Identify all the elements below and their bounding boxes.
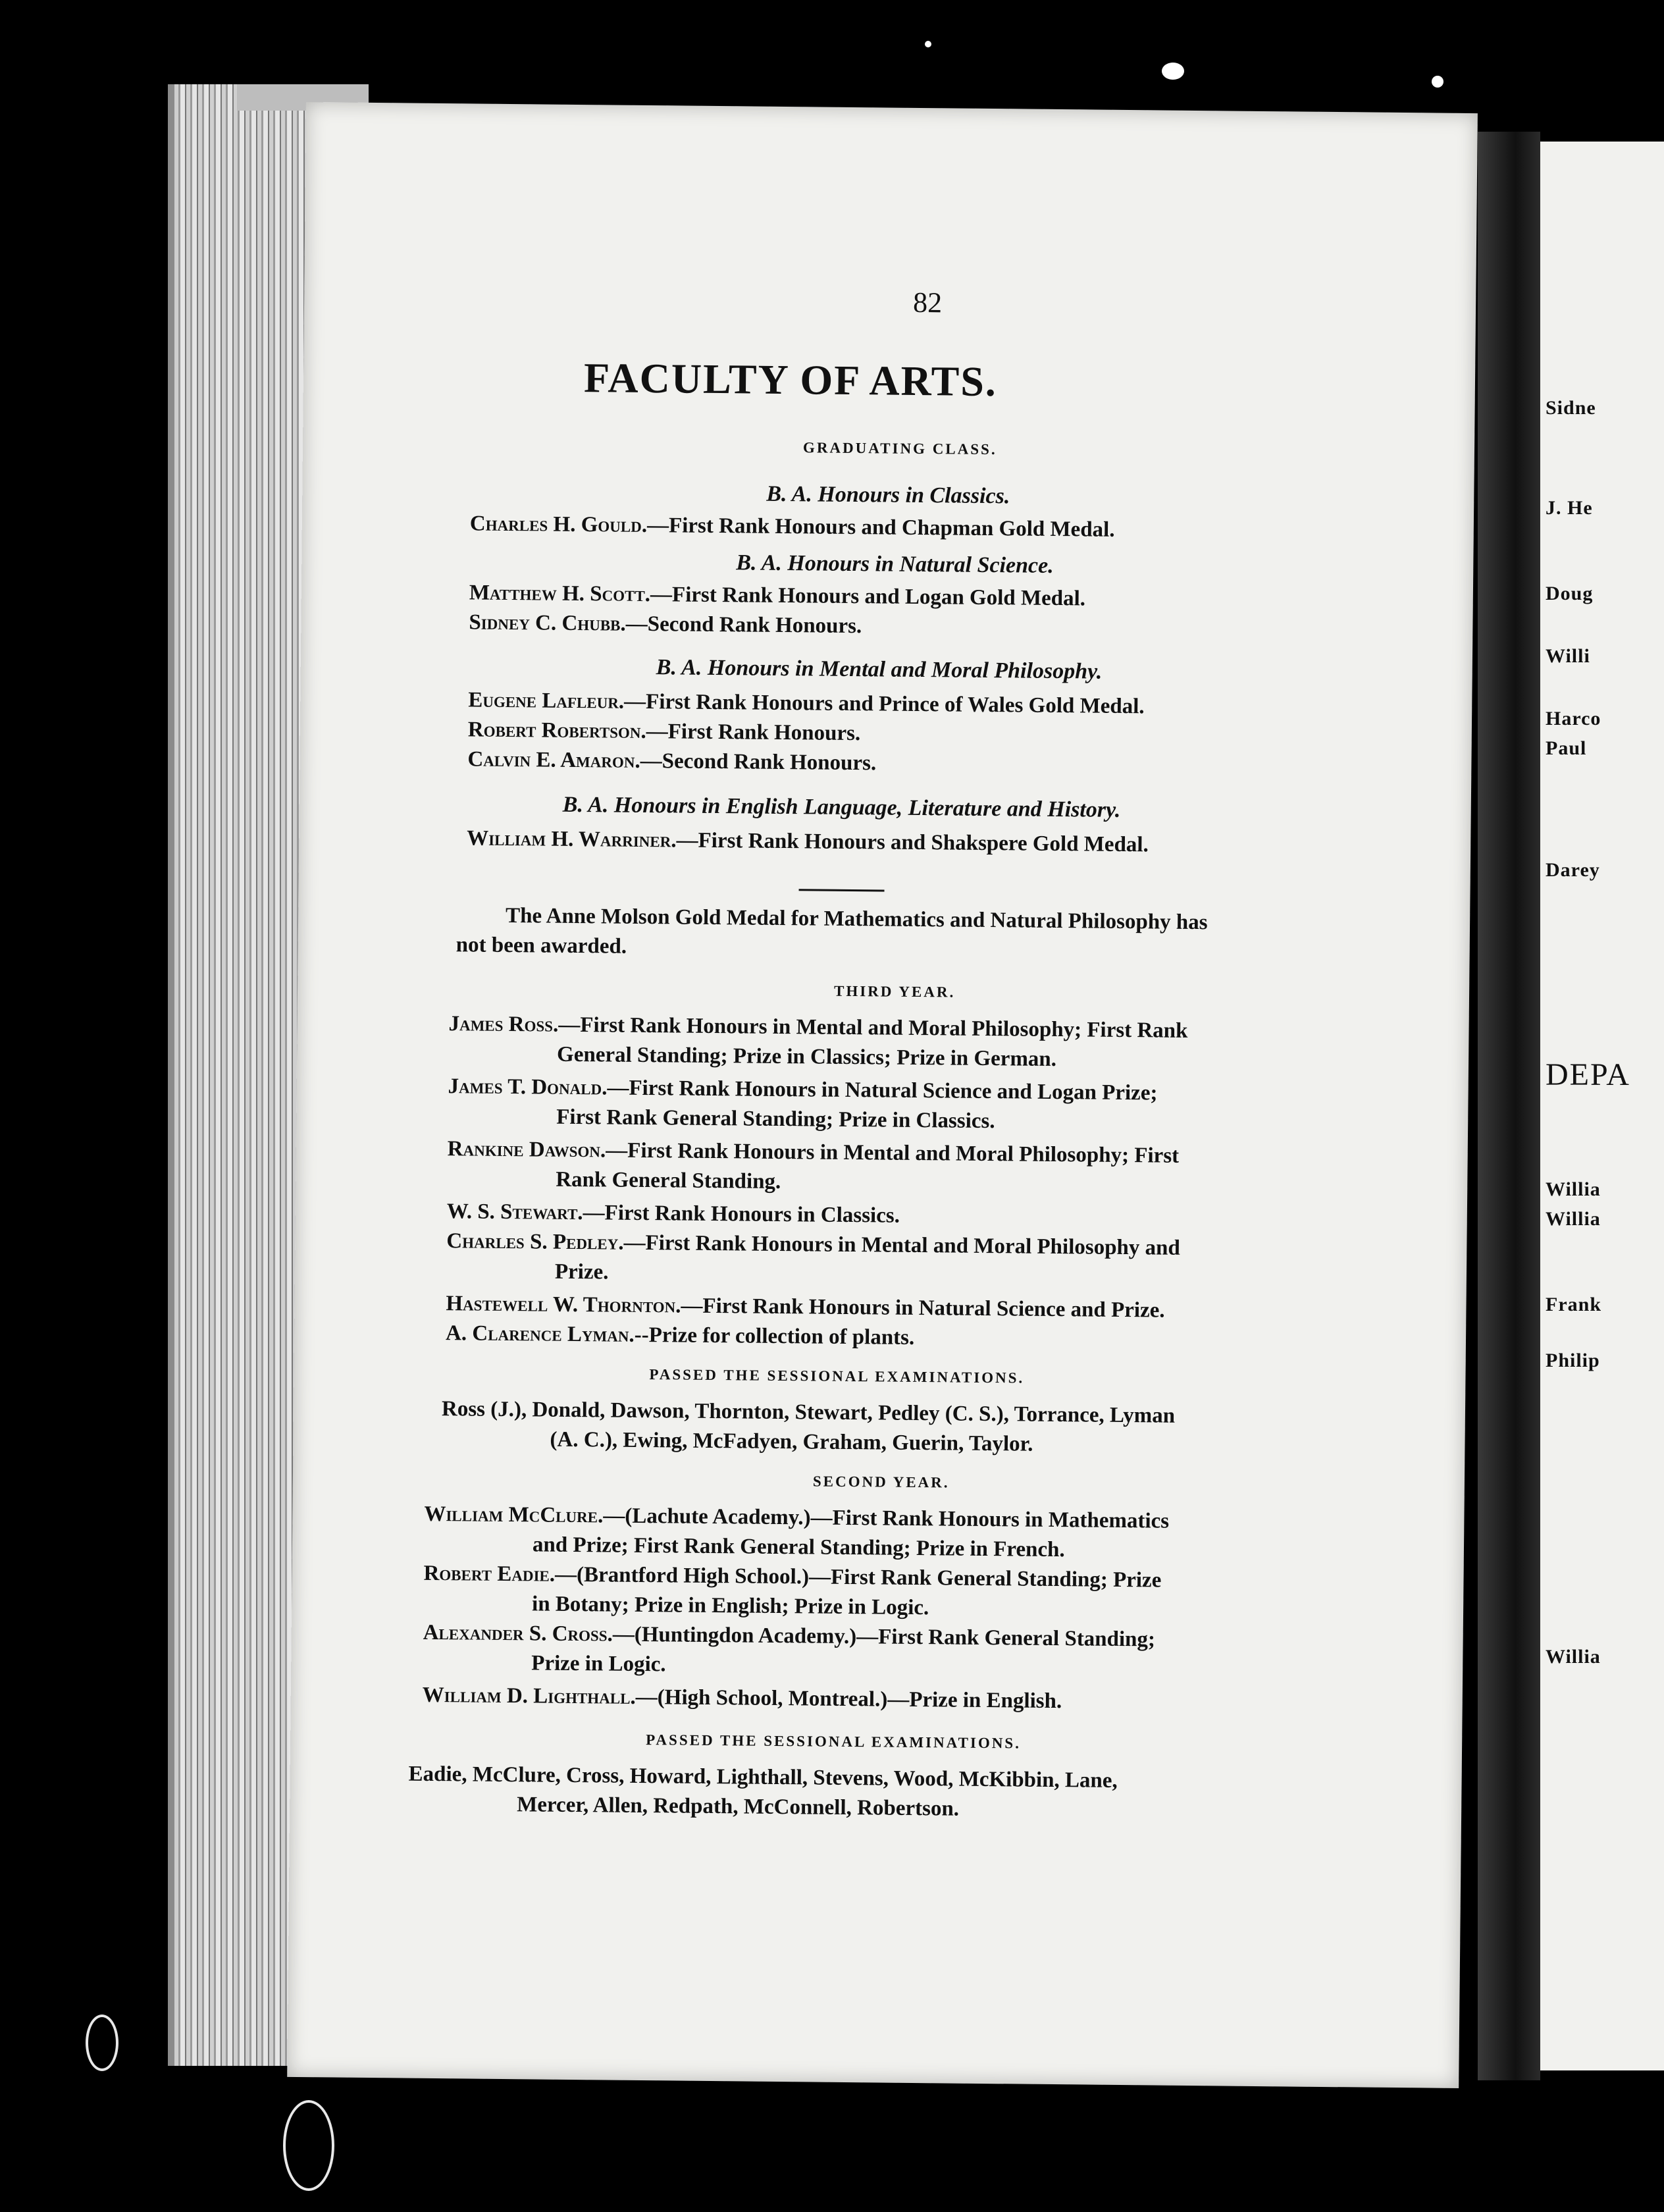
award-text: —Second Rank Honours. <box>625 612 862 639</box>
entry-natsci-1 <box>469 581 1086 611</box>
page-title: FACULTY OF ARTS. <box>583 354 998 406</box>
student-name: Calvin E. Amaron. <box>467 747 640 773</box>
subheading-classics: B. A. Honours in Classics. <box>766 481 1010 509</box>
facing-line: J. He <box>1546 497 1593 519</box>
entry-second-3 <box>423 1621 1156 1652</box>
entry-third-6 <box>446 1292 1164 1323</box>
student-name: Matthew H. Scott. <box>469 581 651 607</box>
entry-second-2-cont: in Botany; Prize in English; Prize in Logic. <box>531 1592 929 1620</box>
passed-third-line2: (A. C.), Ewing, McFadyen, Graham, Guerin, Taylor. <box>550 1427 1033 1456</box>
award-text: —Second Rank Honours. <box>640 749 877 776</box>
award-text: —First Rank Honours and Prince of Wales Gold Medal. <box>623 689 1145 719</box>
section-heading-second-year: SECOND YEAR. <box>812 1473 950 1491</box>
film-speck <box>925 41 931 47</box>
page-number: 82 <box>912 286 943 319</box>
facing-line: Frank <box>1546 1294 1602 1315</box>
facing-line: Willia <box>1546 1208 1601 1230</box>
facing-line: Philip <box>1546 1350 1600 1371</box>
award-text: —(Lachute Academy.)—First Rank Honours in Mathematics <box>603 1504 1170 1533</box>
entry-third-3-cont: Rank General Standing. <box>556 1167 781 1194</box>
award-text: —(High School, Montreal.)—Prize in English. <box>635 1685 1062 1714</box>
award-text: —First Rank Honours and Chapman Gold Medal. <box>646 514 1115 542</box>
entry-second-1-cont: and Prize; First Rank General Standing; Prize in French. <box>532 1533 1065 1562</box>
student-name: William H. Warriner. <box>467 826 677 853</box>
film-scratch <box>86 2014 118 2071</box>
award-text: —(Huntingdon Academy.)—First Rank General Standing; <box>612 1622 1156 1652</box>
student-name: James T. Donald. <box>448 1074 608 1100</box>
entry-third-1 <box>448 1012 1187 1043</box>
award-text: —First Rank Honours and Logan Gold Medal. <box>650 583 1086 611</box>
student-name: Rankine Dawson. <box>447 1137 606 1163</box>
award-text: —First Rank Honours in Classics. <box>583 1201 900 1228</box>
student-name: Charles H. Gould. <box>469 512 648 538</box>
student-name: Robert Robertson. <box>467 718 646 744</box>
section-heading-passed-third: PASSED THE SESSIONAL EXAMINATIONS. <box>649 1366 1025 1386</box>
section-heading-third-year: THIRD YEAR. <box>833 982 956 1001</box>
entry-mental-2 <box>468 718 861 746</box>
entry-mental-3 <box>467 747 876 776</box>
entry-mental-1 <box>468 688 1145 719</box>
entry-third-3 <box>448 1137 1180 1169</box>
student-name: Charles S. Pedley. <box>446 1229 624 1255</box>
student-name: Eugene Lafleur. <box>468 688 625 714</box>
award-text: —First Rank Honours in Natural Science and Prize. <box>681 1294 1165 1323</box>
facing-line: Willi <box>1546 645 1590 667</box>
section-heading-graduating: GRADUATING CLASS. <box>802 439 997 458</box>
subheading-mental-moral: B. A. Honours in Mental and Moral Philosophy. <box>656 655 1103 684</box>
entry-third-4 <box>447 1199 900 1228</box>
entry-english-1 <box>467 826 1149 857</box>
student-name: Sidney C. Chubb. <box>469 610 626 636</box>
entry-second-1 <box>424 1502 1169 1534</box>
student-name: Hastewell W. Thornton. <box>446 1292 681 1318</box>
facing-line: Darey <box>1546 859 1600 881</box>
section-divider <box>799 889 885 891</box>
award-text: —First Rank Honours in Mental and Moral Philosophy; First <box>606 1138 1180 1168</box>
student-name: Robert Eadie. <box>423 1561 556 1587</box>
award-text: —First Rank Honours and Shakspere Gold Medal. <box>676 828 1149 857</box>
award-text: —First Rank Honours. <box>646 720 861 746</box>
award-text: —First Rank Honours in Natural Science and Logan Prize; <box>607 1076 1158 1105</box>
entry-second-3-cont: Prize in Logic. <box>531 1651 666 1677</box>
entry-third-5 <box>446 1229 1180 1261</box>
student-name: A. Clarence Lyman. <box>445 1321 635 1347</box>
facing-line: Doug <box>1546 583 1594 604</box>
award-text: --Prize for collection of plants. <box>634 1323 915 1350</box>
entry-second-4 <box>423 1683 1062 1714</box>
passed-second-line2: Mercer, Allen, Redpath, McConnell, Robertson. <box>517 1793 960 1821</box>
subheading-english: B. A. Honours in English Language, Literature and History. <box>562 792 1121 822</box>
book-gutter <box>1478 132 1540 2080</box>
molson-note-line2: not been awarded. <box>455 933 627 959</box>
entry-classics-1 <box>470 512 1115 542</box>
film-scratch <box>283 2100 334 2191</box>
award-text: —First Rank Honours in Mental and Moral Philosophy and <box>623 1230 1181 1260</box>
student-name: William McClure. <box>424 1502 604 1528</box>
film-speck <box>1162 63 1184 80</box>
section-heading-passed-second: PASSED THE SESSIONAL EXAMINATIONS. <box>646 1731 1022 1752</box>
molson-note-line1: The Anne Molson Gold Medal for Mathematics and Natural Philosophy has <box>505 903 1208 935</box>
entry-natsci-2 <box>469 610 862 639</box>
passed-third-line1: Ross (J.), Donald, Dawson, Thornton, Stewart, Pedley (C. S.), Torrance, Lyman <box>441 1397 1176 1428</box>
student-name: Alexander S. Cross. <box>423 1620 613 1646</box>
facing-line: Harco <box>1546 708 1601 729</box>
facing-line: Sidne <box>1546 397 1596 419</box>
passed-second-line1: Eadie, McClure, Cross, Howard, Lighthall, Stevens, Wood, McKibbin, Lane, <box>408 1762 1118 1793</box>
facing-heading: DEPA <box>1546 1057 1630 1092</box>
entry-third-1-cont: General Standing; Prize in Classics; Prize in German. <box>556 1042 1057 1072</box>
entry-third-7 <box>446 1321 915 1350</box>
entry-third-5-cont: Prize. <box>554 1259 609 1284</box>
award-text: —First Rank Honours in Mental and Moral Philosophy; First Rank <box>558 1013 1188 1043</box>
award-text: —(Brantford High School.)—First Rank General Standing; Prize <box>554 1562 1162 1593</box>
facing-line: Willia <box>1546 1646 1601 1668</box>
main-page <box>287 102 1478 2088</box>
subheading-natural-science: B. A. Honours in Natural Science. <box>736 550 1054 578</box>
film-speck <box>1432 76 1443 88</box>
entry-third-2 <box>448 1074 1157 1105</box>
student-name: James Ross. <box>448 1012 559 1037</box>
student-name: W. S. Stewart. <box>446 1199 583 1225</box>
entry-third-2-cont: First Rank General Standing; Prize in Classics. <box>556 1105 995 1134</box>
facing-line: Paul <box>1546 737 1587 759</box>
facing-page-fragment <box>1540 142 1664 2070</box>
facing-line: Willia <box>1546 1178 1601 1200</box>
student-name: William D. Lighthall. <box>422 1683 636 1709</box>
entry-second-2 <box>423 1562 1161 1593</box>
